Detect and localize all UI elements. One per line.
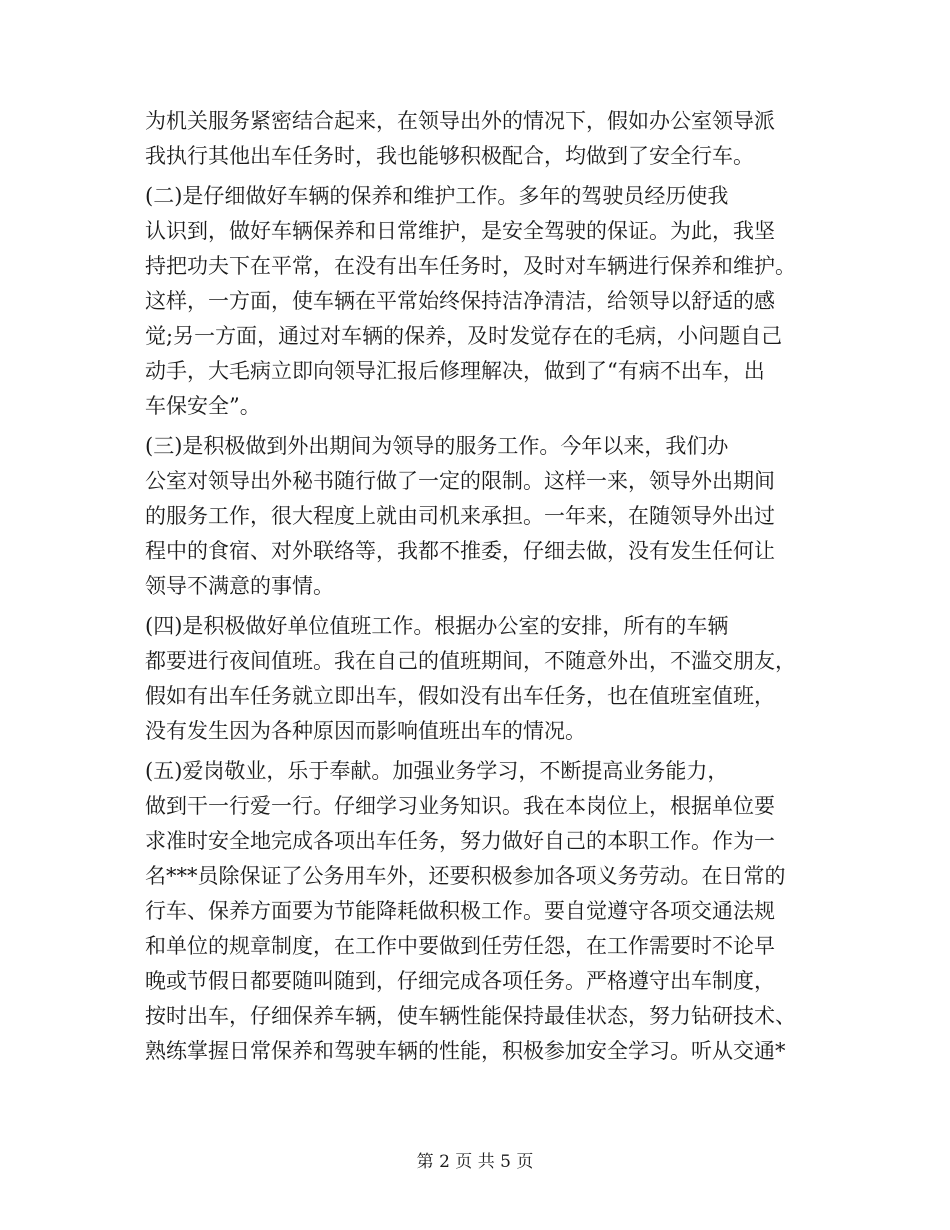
text-line: 和单位的规章制度，在工作中要做到任劳任怨，在工作需要时不论早: [145, 934, 775, 958]
text-line: 持把功夫下在平常，在没有出车任务时，及时对车辆进行保养和维护。: [145, 254, 796, 278]
page-number-footer: 第 2 页 共 5 页: [416, 1152, 534, 1172]
text-line: 行车、保养方面要为节能降耗做积极工作。要自觉遵守各项交通法规: [145, 899, 775, 923]
text-line: 车保安全”。: [145, 394, 261, 418]
text-line: 认识到，做好车辆保养和日常维护，是安全驾驶的保证。为此，我坚: [145, 219, 775, 243]
document-body: [145, 104, 810, 1069]
text-line: 公室对领导出外秘书随行做了一定的限制。这样一来，领导外出期间: [145, 469, 775, 493]
text-line: 觉;另一方面，通过对车辆的保养，及时发觉存在的毛病，小问题自己: [145, 324, 783, 348]
text-line: 动手，大毛病立即向领导汇报后修理解决，做到了“有病不出车，出: [145, 359, 765, 383]
text-line: (五)爱岗敬业，乐于奉献。加强业务学习，不断提高业务能力，: [145, 759, 729, 783]
text-line: 按时出车，仔细保养车辆，使车辆性能保持最佳状态，努力钻研技术、: [145, 1004, 796, 1028]
text-line: (二)是仔细做好车辆的保养和维护工作。多年的驾驶员经历使我: [145, 184, 729, 208]
text-line: 假如有出车任务就立即出车，假如没有出车任务，也在值班室值班，: [145, 684, 775, 708]
text-line: 求准时安全地完成各项出车任务，努力做好自己的本职工作。作为一: [145, 829, 775, 853]
text-line: 熟练掌握日常保养和驾驶车辆的性能，积极参加安全学习。听从交通*: [145, 1039, 786, 1063]
text-line: 这样，一方面，使车辆在平常始终保持洁净清洁，给领导以舒适的感: [145, 289, 775, 313]
text-line: (四)是积极做好单位值班工作。根据办公室的安排，所有的车辆: [145, 614, 729, 638]
text-line: (三)是积极做到外出期间为领导的服务工作。今年以来，我们办: [145, 434, 729, 458]
text-line: 的服务工作，很大程度上就由司机来承担。一年来，在随领导外出过: [145, 504, 775, 528]
text-line: 晚或节假日都要随叫随到，仔细完成各项任务。严格遵守出车制度，: [145, 969, 775, 993]
text-line: 名***员除保证了公务用车外，还要积极参加各项义务劳动。在日常的: [145, 864, 786, 888]
text-line: 领导不满意的事情。: [145, 574, 334, 598]
text-line: 我执行其他出车任务时，我也能够积极配合，均做到了安全行车。: [145, 144, 754, 168]
text-line: 为机关服务紧密结合起来，在领导出外的情况下，假如办公室领导派: [145, 109, 775, 133]
text-line: 都要进行夜间值班。我在自己的值班期间，不随意外出，不滥交朋友，: [145, 649, 796, 673]
text-line: 没有发生因为各种原因而影响值班出车的情况。: [145, 719, 586, 743]
text-line: 做到干一行爱一行。仔细学习业务知识。我在本岗位上，根据单位要: [145, 794, 775, 818]
text-line: 程中的食宿、对外联络等，我都不推委，仔细去做，没有发生任何让: [145, 539, 775, 563]
